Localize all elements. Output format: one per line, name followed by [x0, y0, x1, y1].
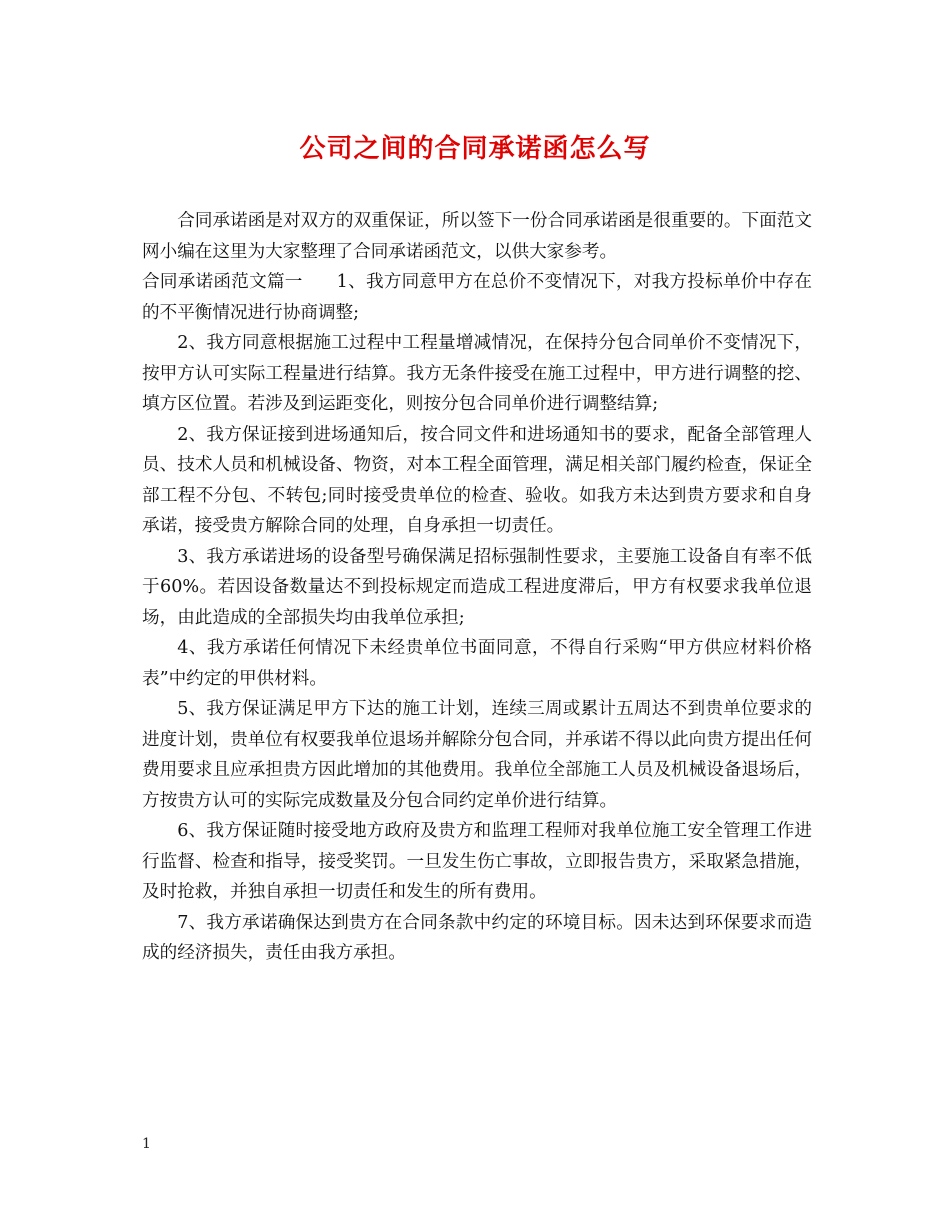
clause-paragraph: 3、我方承诺进场的设备型号确保满足招标强制性要求，主要施工设备自有率不低于60%。若因设备数量达不到投标规定而造成工程进度滞后，甲方有权要求我单位退场，由此造成的全部损失均由我单位承担; [142, 546, 812, 628]
clause-paragraph: 2、我方保证接到进场通知后，按合同文件和进场通知书的要求，配备全部管理人员、技术人员和机械设备、物资，对本工程全面管理，满足相关部门履约检查，保证全部工程不分包、不转包;同时接受贵单位的检查、验收。如我方未达到贵方要求和自身承诺，接受贵方解除合同的处理，自身承担一切责任。 [142, 424, 812, 536]
clause-paragraph: 5、我方保证满足甲方下达的施工计划，连续三周或累计五周达不到贵单位要求的进度计划，贵单位有权要我单位退场并解除分包合同，并承诺不得以此向贵方提出任何费用要求且应承担贵方因此增加的其他费用。我单位全部施工人员及机械设备退场后，方按贵方认可的实际完成数量及分包合同约定单价进行结算。 [142, 699, 812, 811]
clause-paragraph: 7、我方承诺确保达到贵方在合同条款中约定的环境目标。因未达到环保要求而造成的经济损失，责任由我方承担。 [142, 912, 812, 963]
clause-paragraph: 6、我方保证随时接受地方政府及贵方和监理工程师对我单位施工安全管理工作进行监督、检查和指导，接受奖罚。一旦发生伤亡事故，立即报告贵方，采取紧急措施，及时抢救，并独自承担一切责任和发生的所有费用。 [142, 821, 812, 902]
first-item-text: 1、我方同意甲方在总价不变情况下，对我方投标单价中存在的不平衡情况进行协商调整; [142, 272, 812, 323]
clause-paragraph: 4、我方承诺任何情况下未经贵单位书面同意，不得自行采购“甲方供应材料价格表”中约定的甲供材料。 [142, 638, 812, 689]
clause-paragraph: 2、我方同意根据施工过程中工程量增减情况，在保持分包合同单价不变情况下，按甲方认可实际工程量进行结算。我方无条件接受在施工过程中，甲方进行调整的挖、填方区位置。若涉及到运距变化，则按分包合同单价进行调整结算; [142, 333, 812, 414]
intro-paragraph: 合同承诺函是对双方的双重保证，所以签下一份合同承诺函是很重要的。下面范文网小编在这里为大家整理了合同承诺函范文，以供大家参考。 [142, 211, 812, 262]
section-heading: 合同承诺函范文篇一 [142, 272, 303, 292]
page-number: 1 [142, 1136, 151, 1152]
document-body [142, 206, 812, 969]
document-title: 公司之间的合同承诺函怎么写 [299, 134, 651, 164]
section-first-paragraph [142, 267, 812, 328]
